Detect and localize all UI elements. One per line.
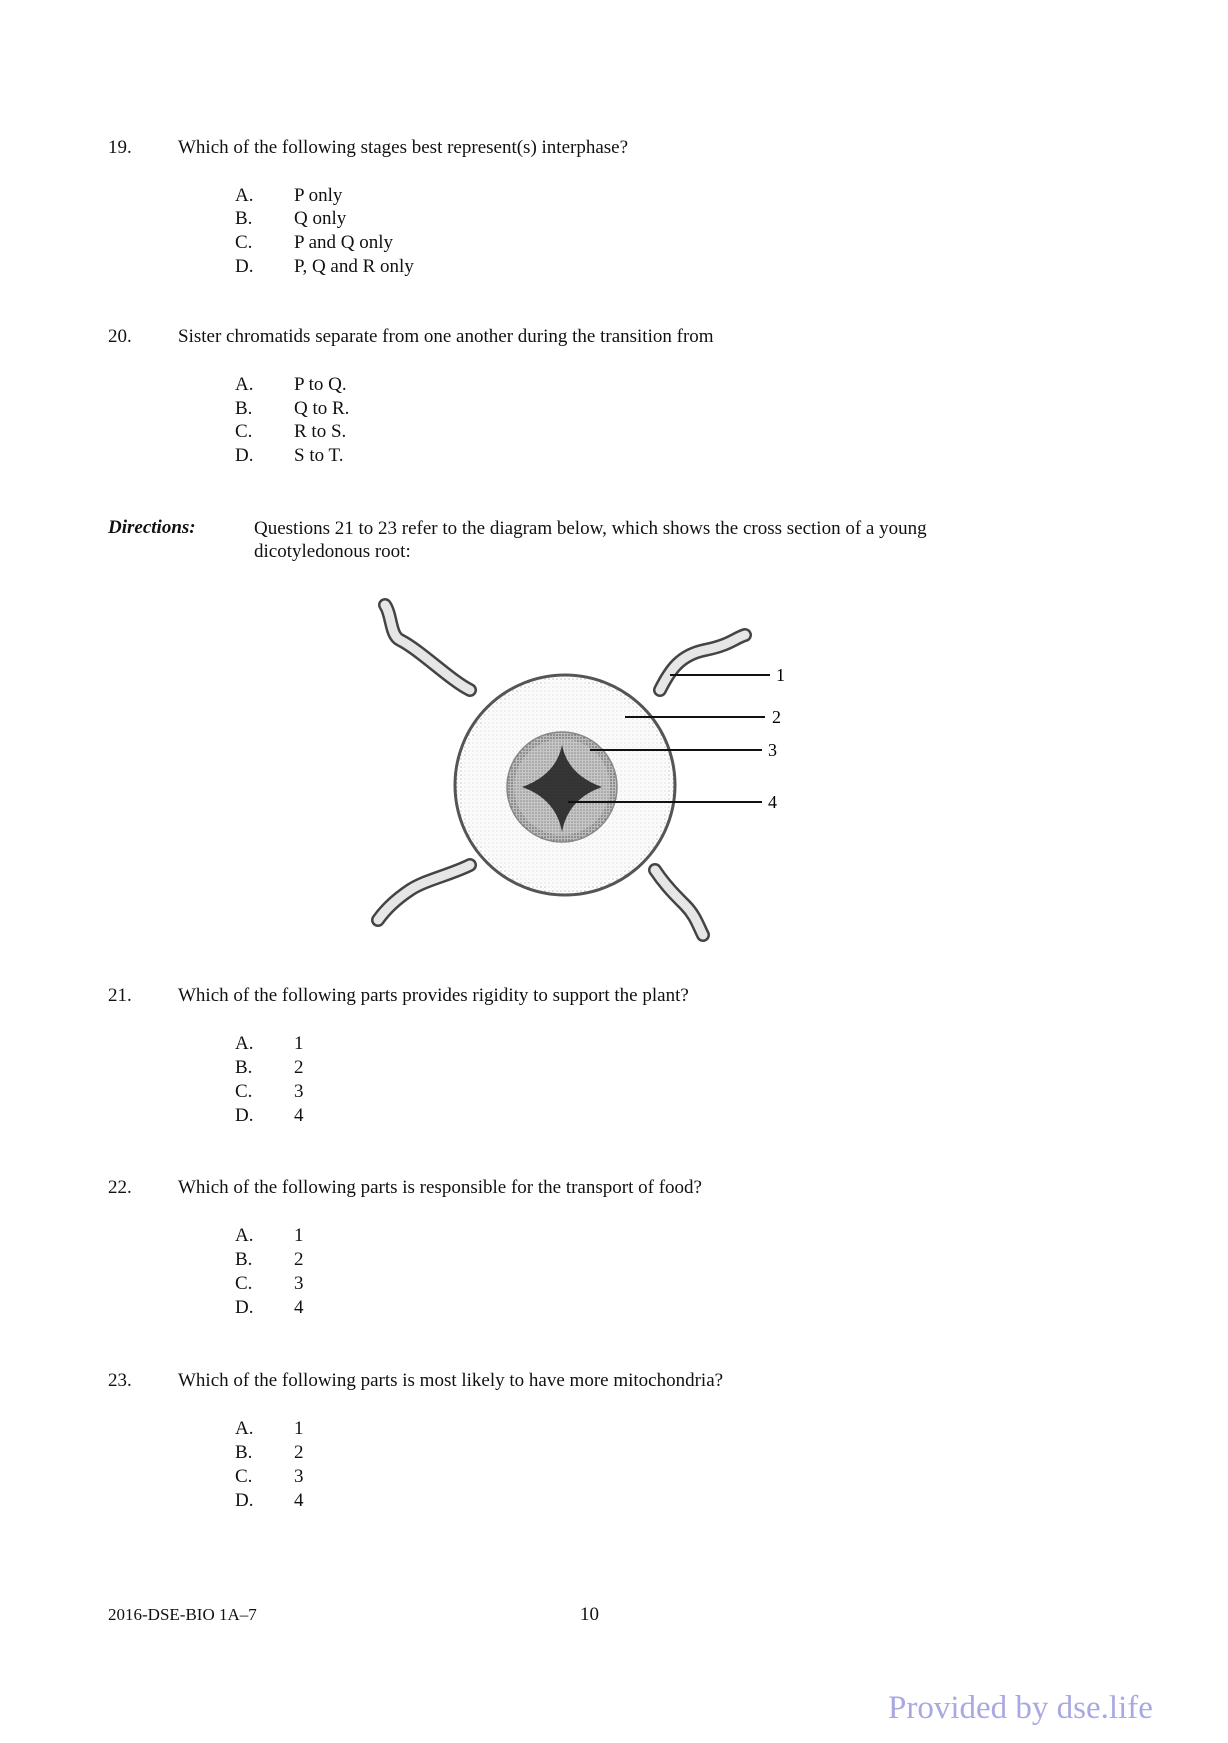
option-text: 2 [294,1442,304,1463]
option-text: 2 [294,1057,304,1078]
watermark: Provided by dse.life [888,1690,1153,1726]
question-text: Which of the following parts is most likely to have more mitochondria? [178,1370,724,1391]
question-number: 19. [108,137,132,158]
question-number: 21. [108,985,132,1006]
question-text: Which of the following stages best represent(s) interphase? [178,137,629,158]
option-letter: B. [235,1249,253,1270]
option-text: 4 [294,1297,304,1318]
option-text: Q only [294,208,347,229]
option-text: 3 [294,1081,304,1102]
option-text: S to T. [294,445,344,466]
option-letter: D. [235,256,254,277]
option-text: P only [294,185,343,206]
diagram-label-4: 4 [768,792,777,812]
option-letter: C. [235,1273,253,1294]
option-text: 3 [294,1273,304,1294]
option-letter: B. [235,1057,253,1078]
option-text: 2 [294,1249,304,1270]
option-text: P and Q only [294,232,394,253]
paper-code: 2016-DSE-BIO 1A–7 [108,1605,257,1624]
directions-text-line1: Questions 21 to 23 refer to the diagram below, which shows the cross section of a young [254,518,927,539]
diagram-label-1: 1 [776,665,785,685]
option-letter: C. [235,232,253,253]
option-letter: D. [235,445,254,466]
question-number: 20. [108,326,132,347]
option-letter: B. [235,398,253,419]
page-number: 10 [580,1604,599,1625]
option-text: R to S. [294,421,347,442]
option-text: 4 [294,1105,304,1126]
option-letter: B. [235,1442,253,1463]
option-letter: C. [235,1081,253,1102]
option-letter: A. [235,185,254,206]
option-text: 4 [294,1490,304,1511]
option-text: Q to R. [294,398,350,419]
question-text: Sister chromatids separate from one another during the transition from [178,326,714,347]
directions-label: Directions: [108,517,196,538]
option-letter: A. [235,374,254,395]
option-letter: A. [235,1225,254,1246]
option-letter: B. [235,208,253,229]
diagram-label-2: 2 [772,707,781,727]
option-text: P, Q and R only [294,256,414,277]
directions-text-line2: dicotyledonous root: [254,541,411,562]
directions-text [254,517,1062,563]
question-number: 23. [108,1370,132,1391]
option-text: 1 [294,1033,304,1054]
question-number: 22. [108,1177,132,1198]
option-letter: A. [235,1418,254,1439]
option-letter: D. [235,1297,254,1318]
option-letter: A. [235,1033,254,1054]
option-letter: C. [235,1466,253,1487]
question-text: Which of the following parts is responsible for the transport of food? [178,1177,702,1198]
option-text: 1 [294,1225,304,1246]
option-letter: C. [235,421,253,442]
question-text: Which of the following parts provides rigidity to support the plant? [178,985,689,1006]
option-text: 1 [294,1418,304,1439]
option-letter: D. [235,1490,254,1511]
root-cross-section-diagram [340,590,820,960]
option-text: 3 [294,1466,304,1487]
option-text: P to Q. [294,374,347,395]
option-letter: D. [235,1105,254,1126]
diagram-label-3: 3 [768,740,777,760]
